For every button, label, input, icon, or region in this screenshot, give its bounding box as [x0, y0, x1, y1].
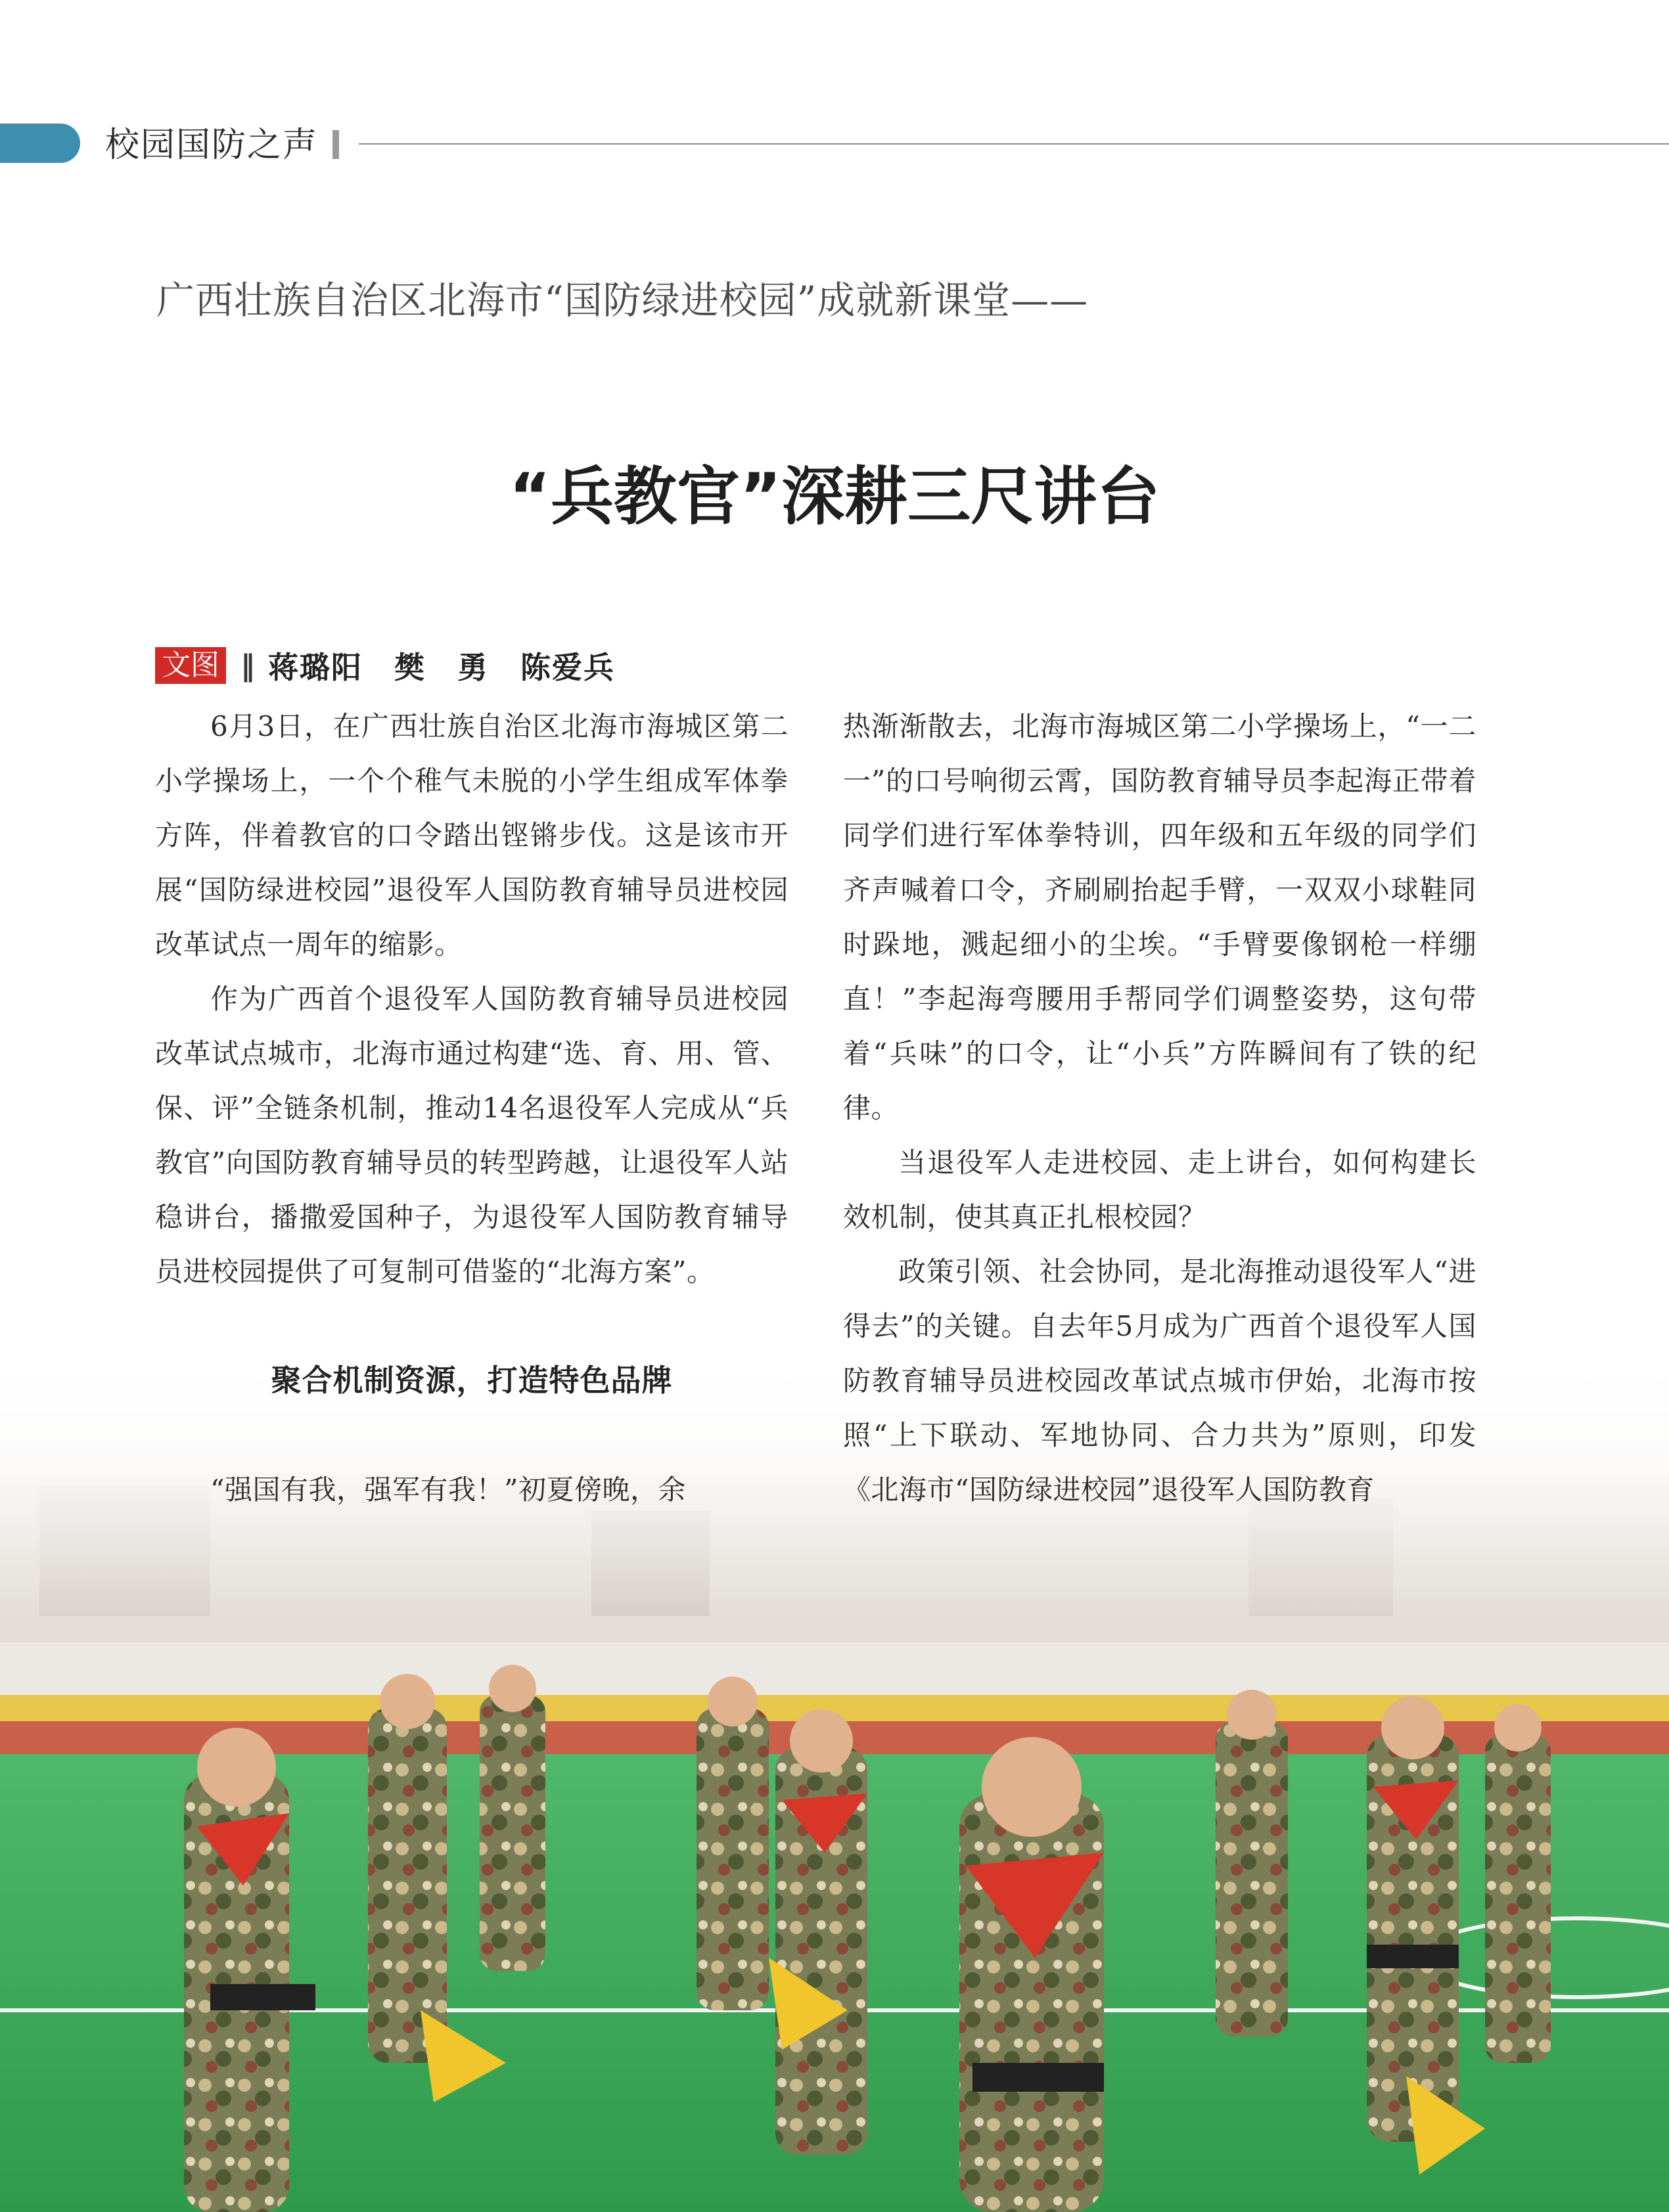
left-column: [155, 699, 789, 1514]
paragraph: 政策引领、社会协同，是北海推动退役军人“进得去”的关键。自去年5月成为广西首个退役军人国防教育辅导员进校园改革试点城市伊始，北海市按照“上下联动、军地协同、合力共为”原则，印发《北海市“国防绿进校园”退役军人国防教育: [843, 1255, 1476, 1506]
paragraph: 6月3日，在广西壮族自治区北海市海城区第二小学操场上，一个个稚气未脱的小学生组成军体拳方阵，伴着教官的口令踏出铿锵步伐。这是该市开展“国防绿进校园”退役军人国防教育辅导员进校园改革试点一周年的缩影。: [155, 710, 789, 960]
paragraph: 当退役军人走进校园、走上讲台，如何构建长效机制，使其真正扎根校园？: [843, 1146, 1476, 1233]
section-color-bar: [0, 124, 80, 163]
byline-tag: 文图: [155, 647, 226, 684]
article-subtitle: 广西壮族自治区北海市“国防绿进校园”成就新课堂——: [156, 278, 1089, 323]
article-title: “兵教官”深耕三尺讲台: [509, 460, 1160, 533]
paragraph: 热渐渐散去，北海市海城区第二小学操场上，“一二一”的口号响彻云霄，国防教育辅导员李起海正带着同学们进行军体拳特训，四年级和五年级的同学们齐声喊着口令，齐刷刷抬起手臂，一双双小球鞋同时跺地，溅起细小的尘埃。“手臂要像钢枪一样绷直！”李起海弯腰用手帮同学们调整姿势，这句带着“兵味”的口令，让“小兵”方阵瞬间有了铁的纪律。: [843, 710, 1476, 1124]
section-title-separator: [332, 130, 339, 159]
byline-authors: 蒋璐阳 樊 勇 陈爱兵: [268, 650, 615, 685]
section-title: 校园国防之声: [105, 125, 319, 165]
paragraph: “强国有我，强军有我！”初夏傍晚，余: [210, 1474, 686, 1506]
right-column: [843, 699, 1476, 1514]
section-heading: 聚合机制资源，打造特色品牌: [271, 1363, 673, 1398]
byline: [155, 646, 615, 685]
paragraph: 作为广西首个退役军人国防教育辅导员进校园改革试点城市，北海市通过构建“选、育、用、管、保、评”全链条机制，推动14名退役军人完成从“兵教官”向国防教育辅导员的转型跨越，让退役军人站稳讲台，播撒爱国种子，为退役军人国防教育辅导员进校园提供了可复制可借鉴的“北海方案”。: [155, 983, 789, 1288]
byline-separator: ‖: [240, 648, 255, 683]
header-rule: [359, 143, 1669, 145]
